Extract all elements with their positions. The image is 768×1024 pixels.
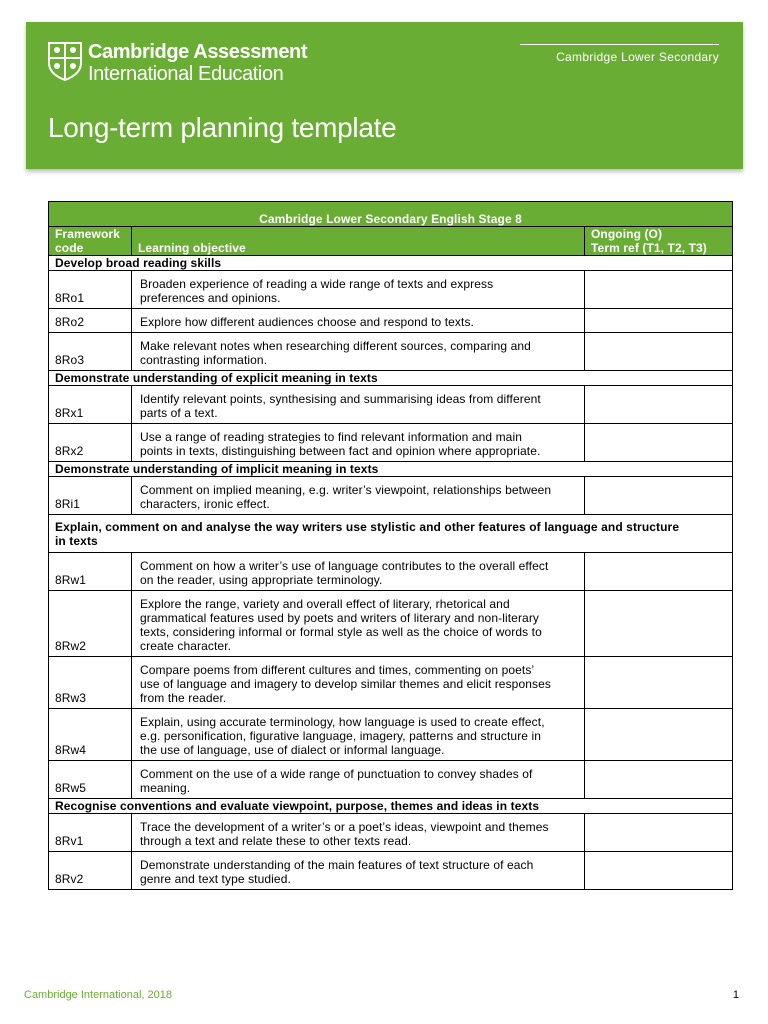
framework-code: 8Ro2 [49, 309, 132, 333]
framework-code: 8Rw3 [49, 657, 132, 709]
header-banner [26, 22, 743, 169]
framework-code: 8Ro1 [49, 271, 132, 309]
col-header-code: Framework code [49, 227, 132, 256]
term-ref-cell [585, 761, 733, 799]
table-row [49, 657, 733, 709]
section-heading: Recognise conventions and evaluate viewpoint, purpose, themes and ideas in texts [49, 799, 733, 814]
learning-objective: Compare poems from different cultures and times, commenting on poets’ use of language and imagery to develop similar themes and elicit responses from the reader. [132, 657, 585, 709]
table-row [49, 852, 733, 890]
framework-code: 8Rw5 [49, 761, 132, 799]
crest-logo-icon [47, 41, 83, 81]
table-row [49, 271, 733, 309]
learning-objective: Comment on the use of a wide range of punctuation to convey shades of meaning. [132, 761, 585, 799]
framework-code: 8Rv2 [49, 852, 132, 890]
header-right-label: Cambridge Lower Secondary [556, 50, 719, 64]
term-ref-cell [585, 852, 733, 890]
learning-objective: Explain, using accurate terminology, how language is used to create effect, e.g. personification, figurative language, imagery, patterns and structure in the use of language, use of dialect or informal language. [132, 709, 585, 761]
learning-objective: Identify relevant points, synthesising and summarising ideas from different parts of a text. [132, 386, 585, 424]
framework-code: 8Ro3 [49, 333, 132, 371]
term-ref-cell [585, 333, 733, 371]
term-ref-cell [585, 309, 733, 333]
section-heading-row [49, 515, 733, 553]
term-ref-cell [585, 657, 733, 709]
term-ref-cell [585, 424, 733, 462]
table-title: Cambridge Lower Secondary English Stage 8 [49, 202, 733, 227]
framework-code: 8Rv1 [49, 814, 132, 852]
framework-code: 8Rw1 [49, 553, 132, 591]
table-row [49, 424, 733, 462]
footer-copyright: Cambridge International, 2018 [24, 989, 172, 1001]
term-ref-cell [585, 814, 733, 852]
logo [47, 41, 307, 85]
section-heading: Develop broad reading skills [49, 256, 733, 271]
col-header-ongoing: Ongoing (O) Term ref (T1, T2, T3) [585, 227, 733, 256]
term-ref-cell [585, 477, 733, 515]
learning-objective: Trace the development of a writer’s or a poet’s ideas, viewpoint and themes through a text and relate these to other texts read. [132, 814, 585, 852]
term-ref-cell [585, 709, 733, 761]
learning-objective: Make relevant notes when researching different sources, comparing and contrasting information. [132, 333, 585, 371]
learning-objective: Explore the range, variety and overall effect of literary, rhetorical and grammatical features used by poets and writers of literary and non-literary texts, considering informal or formal style as well as the choice of words to create character. [132, 591, 585, 657]
col-header-objective: Learning objective [132, 227, 585, 256]
page-number: 1 [732, 989, 739, 1001]
logo-line2: International Education [88, 63, 284, 85]
section-heading-row [49, 371, 733, 386]
framework-code: 8Rx1 [49, 386, 132, 424]
section-heading-row [49, 462, 733, 477]
learning-objective: Demonstrate understanding of the main features of text structure of each genre and text type studied. [132, 852, 585, 890]
section-heading-row [49, 256, 733, 271]
learning-objective: Comment on implied meaning, e.g. writer’s viewpoint, relationships between characters, ironic effect. [132, 477, 585, 515]
term-ref-cell [585, 553, 733, 591]
section-heading: Demonstrate understanding of implicit meaning in texts [49, 462, 733, 477]
table-row [49, 309, 733, 333]
planning-table [48, 201, 733, 890]
table-row [49, 553, 733, 591]
header-rule [520, 44, 719, 45]
table-row [49, 761, 733, 799]
learning-objective: Explore how different audiences choose and respond to texts. [132, 309, 585, 333]
section-heading: Explain, comment on and analyse the way writers use stylistic and other features of language and structure in texts [49, 515, 733, 553]
table-header-row [49, 227, 733, 256]
page-title: Long-term planning template [48, 112, 397, 143]
framework-code: 8Rx2 [49, 424, 132, 462]
table-row [49, 709, 733, 761]
term-ref-cell [585, 271, 733, 309]
table-row [49, 333, 733, 371]
table-row [49, 591, 733, 657]
framework-code: 8Rw4 [49, 709, 132, 761]
term-ref-cell [585, 591, 733, 657]
term-ref-cell [585, 386, 733, 424]
learning-objective: Use a range of reading strategies to find relevant information and main points in texts, distinguishing between fact and opinion where appropriate. [132, 424, 585, 462]
learning-objective: Comment on how a writer’s use of language contributes to the overall effect on the reader, using appropriate terminology. [132, 553, 585, 591]
table-row [49, 477, 733, 515]
table-title-row [49, 202, 733, 227]
learning-objective: Broaden experience of reading a wide range of texts and express preferences and opinions. [132, 271, 585, 309]
logo-line1: Cambridge Assessment [88, 41, 308, 63]
framework-code: 8Rw2 [49, 591, 132, 657]
table-row [49, 386, 733, 424]
section-heading: Demonstrate understanding of explicit meaning in texts [49, 371, 733, 386]
framework-code: 8Ri1 [49, 477, 132, 515]
table-row [49, 814, 733, 852]
section-heading-row [49, 799, 733, 814]
